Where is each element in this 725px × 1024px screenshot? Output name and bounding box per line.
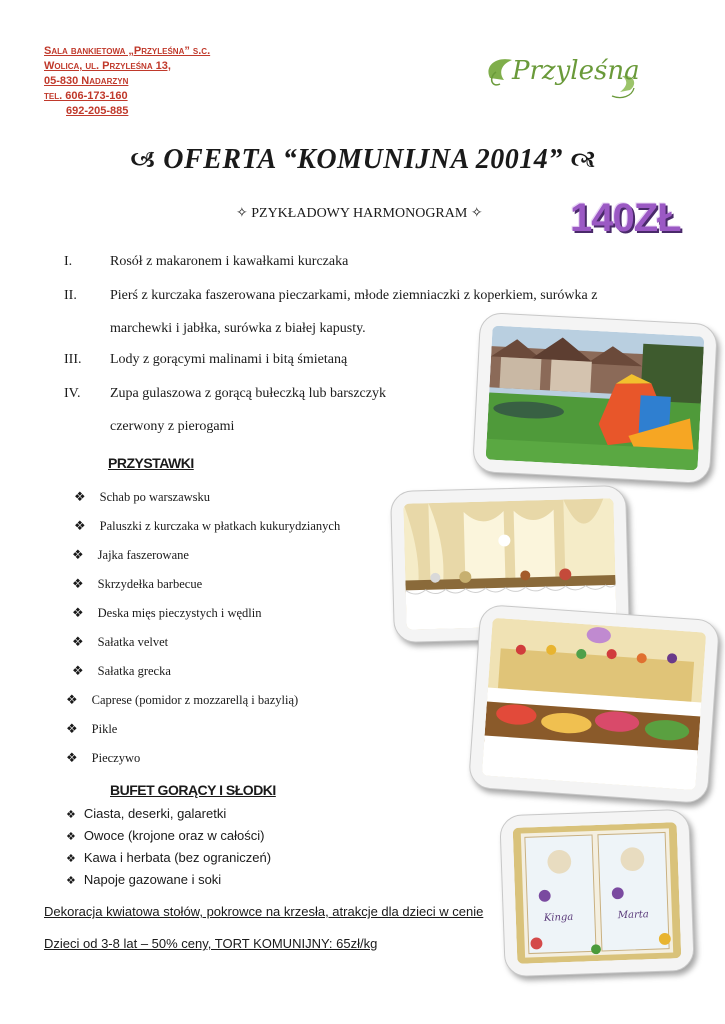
diamond-bullet-icon: ❖ [66, 721, 78, 736]
diamond-bullet-icon: ❖ [66, 875, 76, 887]
list-item-text: Pieczywo [91, 751, 141, 765]
cake-name-right: Marta [617, 909, 649, 922]
przylesna-logo [482, 48, 642, 104]
diamond-bullet-icon: ❖ [66, 853, 76, 865]
menu-course-text: Lody z gorącymi malinami i bitą śmietaną [110, 352, 348, 367]
list-item-text: Sałatka velvet [97, 635, 169, 649]
diamond-bullet-icon: ❖ [72, 663, 84, 678]
diamond-bullet-icon: ❖ [74, 518, 86, 533]
list-item-text: Skrzydełka barbecue [97, 577, 203, 591]
buffet-photo-image [482, 618, 707, 791]
appetizers-heading: PRZYSTAWKI [108, 455, 194, 471]
ornament-left-icon: 🙦 [130, 148, 156, 174]
children-price-note: Dzieci od 3-8 lat – 50% ceny, TORT KOMUNIJNY: 65zł/kg [44, 936, 378, 951]
diamond-bullet-icon: ❖ [66, 750, 78, 765]
list-item-text: Sałatka grecka [97, 664, 171, 678]
photo-communion-cake [499, 809, 695, 978]
list-item [72, 605, 262, 621]
cake-photo-image [513, 822, 682, 964]
menu-course-text: Zupa gulaszowa z gorącą bułeczką lub barszczyk [110, 386, 386, 401]
menu-course-text: marchewki i jabłka, surówka z białej kapusty. [110, 321, 366, 336]
menu-course-number: III. [64, 352, 82, 367]
diamond-bullet-icon: ❖ [72, 547, 84, 562]
list-item-text: Caprese (pomidor z mozzarellą i bazylią) [91, 693, 299, 707]
list-item [66, 721, 117, 737]
menu-course-text: Pierś z kurczaka faszerowana pieczarkami, młode ziemniaczki z koperkiem, surówka z [110, 288, 598, 303]
garden-photo-image [486, 326, 705, 471]
list-item-text: Pikle [91, 722, 118, 736]
star-icon: ✧ [236, 206, 248, 221]
list-item [72, 547, 189, 563]
list-item [66, 692, 298, 708]
cake-name-left: Kinga [543, 911, 574, 924]
list-item-text: Deska mięs pieczystych i wędlin [97, 606, 262, 620]
diamond-bullet-icon: ❖ [72, 576, 84, 591]
diamond-bullet-icon: ❖ [72, 605, 84, 620]
schedule-subtitle-text: PZYKŁADOWY HARMONOGRAM [251, 206, 468, 221]
list-item-text: Napoje gazowane i soki [83, 872, 222, 887]
list-item [74, 489, 210, 505]
offer-title [130, 143, 596, 184]
list-item [72, 663, 171, 679]
diamond-bullet-icon: ❖ [66, 692, 78, 707]
list-item [72, 634, 168, 650]
venue-address [44, 44, 210, 119]
photo-buffet-table [468, 604, 720, 804]
menu-course-number: I. [64, 254, 73, 269]
decoration-note: Dekoracja kwiatowa stołów, pokrowce na krzesła, atrakcje dla dzieci w cenie [44, 904, 484, 919]
menu-course-text: czerwony z pierogami [110, 419, 235, 434]
diamond-bullet-icon: ❖ [66, 831, 76, 843]
list-item-text: Kawa i herbata (bez ograniczeń) [83, 850, 272, 865]
address-line-phone-2: 692-205-885 [66, 105, 129, 117]
list-item-text: Jajka faszerowane [97, 548, 189, 562]
buffet-heading: BUFET GORĄCY I SŁODKI [110, 782, 276, 798]
address-line-name: Sala bankietowa „Przyleśna” s.c. [44, 45, 211, 57]
list-item-text: Paluszki z kurczaka w płatkach kukurydzianych [99, 519, 341, 533]
list-item [66, 828, 265, 843]
address-line-phone: tel. 606-173-160 [44, 90, 128, 102]
address-line-street: Wolica, ul. Przyleśna 13, [44, 60, 171, 72]
menu-course-number: II. [64, 288, 77, 303]
price-badge: 140ZŁ [570, 196, 681, 240]
schedule-subtitle [236, 205, 483, 222]
diamond-bullet-icon: ❖ [72, 634, 84, 649]
diamond-bullet-icon: ❖ [66, 809, 76, 821]
list-item-text: Schab po warszawsku [99, 490, 211, 504]
list-item-text: Owoce (krojone oraz w całości) [83, 828, 265, 843]
diamond-bullet-icon: ❖ [74, 489, 86, 504]
list-item [66, 750, 140, 766]
menu-course-number: IV. [64, 386, 81, 401]
list-item [66, 872, 221, 887]
list-item [66, 850, 271, 865]
offer-title-text: OFERTA “KOMUNIJNA 20014” [163, 144, 563, 175]
logo-text: Przyleśna [512, 56, 640, 86]
photo-garden [472, 312, 718, 484]
menu-course-text: Rosół z makaronem i kawałkami kurczaka [110, 254, 349, 269]
list-item [72, 576, 202, 592]
star-icon: ✧ [470, 206, 483, 221]
ornament-right-icon: 🙧 [570, 148, 597, 174]
list-item [66, 806, 226, 821]
list-item-text: Ciasta, deserki, galaretki [83, 806, 227, 821]
address-line-city: 05-830 Nadarzyn [44, 75, 129, 87]
list-item [74, 518, 340, 534]
